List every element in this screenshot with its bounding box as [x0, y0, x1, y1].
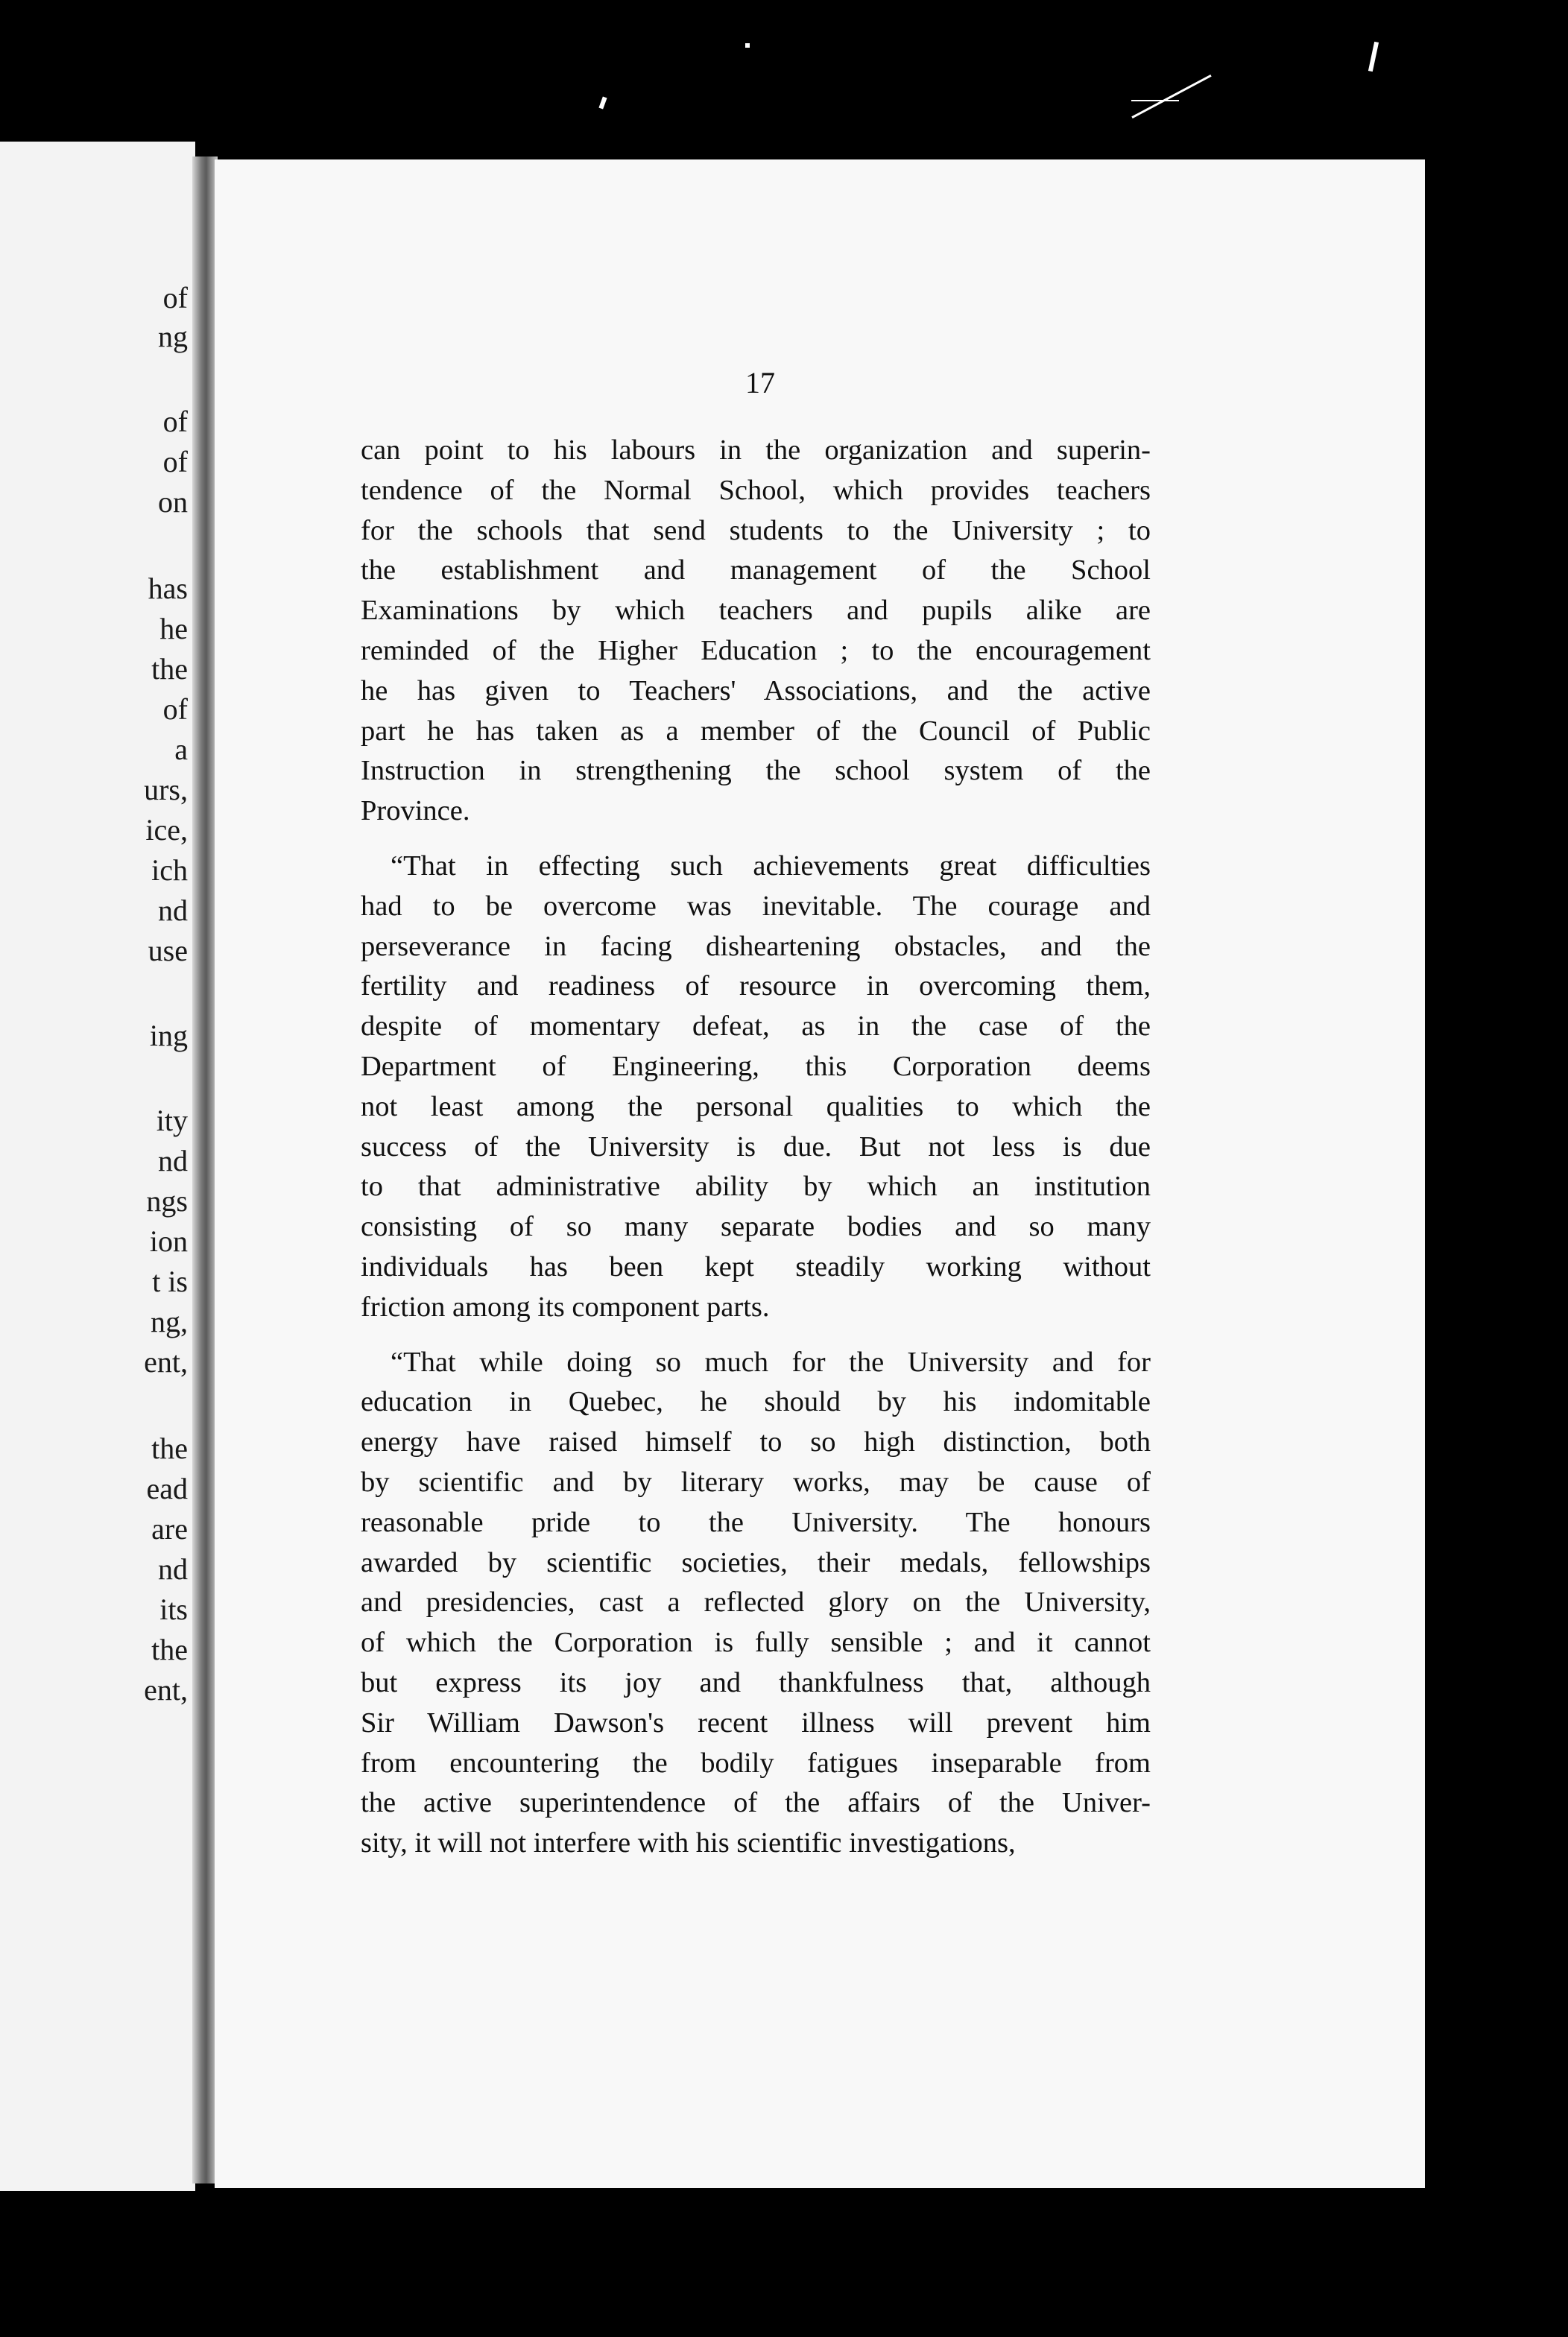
facing-page-text-fragment: he [159, 612, 188, 645]
scan-speck [598, 96, 607, 109]
text-line: the active superintendence of the affairs of the Univer- [361, 1787, 1151, 1819]
text-line: “That in effecting such achievements great difficulties [391, 850, 1151, 882]
scan-scratch [1131, 100, 1179, 101]
facing-page-text-fragment: of [162, 445, 188, 478]
text-line: can point to his labours in the organization and superin- [361, 434, 1151, 466]
page-number: 17 [745, 366, 775, 399]
facing-page-text-fragment: a [174, 733, 188, 766]
text-line: consisting of so many separate bodies and so many [361, 1211, 1151, 1243]
paragraph [361, 431, 1151, 832]
scan-speck [745, 43, 750, 48]
facing-page-text-fragment: has [148, 572, 188, 605]
facing-page-text-fragment: ent, [144, 1345, 188, 1379]
facing-page-text-fragment: the [151, 1633, 188, 1666]
facing-page-text-fragment: nd [158, 894, 188, 927]
text-line: perseverance in facing disheartening obstacles, and the [361, 930, 1151, 962]
text-line: not least among the personal qualities to which the [361, 1090, 1151, 1122]
text-line: fertility and readiness of resource in overcoming them, [361, 970, 1151, 1002]
facing-page-text-fragment: urs, [144, 773, 188, 806]
text-line: awarded by scientific societies, their medals, fellowships [361, 1546, 1151, 1578]
body-text [361, 431, 1151, 1864]
facing-page-text-fragment: of [162, 405, 188, 438]
text-line: he has given to Teachers' Associations, and the active [361, 674, 1151, 706]
text-line: part he has taken as a member of the Council of Public [361, 715, 1151, 747]
facing-page-text-fragment: nd [158, 1552, 188, 1586]
facing-page-text-fragment: of [162, 281, 188, 314]
book-gutter [192, 156, 218, 2183]
facing-page-text-fragment: on [158, 485, 188, 519]
text-line: Examinations by which teachers and pupils alike are [361, 595, 1151, 627]
text-line: energy have raised himself to so high distinction, both [361, 1426, 1151, 1458]
facing-page-text-fragment: ity [156, 1104, 188, 1137]
text-line: the establishment and management of the School [361, 554, 1151, 586]
text-line: by scientific and by literary works, may be cause of [361, 1466, 1151, 1498]
text-line: sity, it will not interfere with his scientific investigations, [361, 1827, 1016, 1859]
text-line: but express its joy and thankfulness that, although [361, 1666, 1151, 1698]
facing-page-text-fragment: its [159, 1593, 188, 1626]
facing-page-text-fragment: ent, [144, 1673, 188, 1707]
text-line: despite of momentary defeat, as in the case of the [361, 1011, 1151, 1043]
facing-page-text-fragment: ngs [146, 1184, 188, 1218]
text-line: reasonable pride to the University. The honours [361, 1506, 1151, 1538]
text-line: for the schools that send students to the University ; to [361, 514, 1151, 546]
facing-page-text-fragment: use [148, 934, 188, 967]
facing-page-text-fragment: the [151, 652, 188, 686]
text-line: Department of Engineering, this Corporation deems [361, 1050, 1151, 1082]
facing-page-text-fragment: ice, [145, 813, 188, 847]
text-line: “That while doing so much for the University and for [391, 1346, 1151, 1378]
text-line: reminded of the Higher Education ; to the encouragement [361, 634, 1151, 666]
facing-page-text-fragment: the [151, 1432, 188, 1465]
facing-page-text-fragment: of [162, 692, 188, 726]
text-line: Province. [361, 795, 470, 827]
facing-page-text-fragment: ion [149, 1224, 188, 1258]
facing-page-text-fragment: ng, [151, 1305, 188, 1338]
text-line: to that administrative ability by which an institution [361, 1171, 1151, 1203]
text-line: Instruction in strengthening the school system of the [361, 755, 1151, 787]
text-line: Sir William Dawson's recent illness will prevent him [361, 1707, 1151, 1739]
scan-speck [1368, 42, 1379, 72]
text-line: from encountering the bodily fatigues inseparable from [361, 1747, 1151, 1779]
text-line: of which the Corporation is fully sensible ; and it cannot [361, 1627, 1151, 1659]
text-line: success of the University is due. But not less is due [361, 1130, 1151, 1163]
facing-page-text-fragment: ead [146, 1472, 188, 1505]
facing-page-text-fragment: ich [151, 853, 188, 887]
text-line: tendence of the Normal School, which provides teachers [361, 474, 1151, 506]
facing-page-text-fragment: nd [158, 1144, 188, 1177]
paragraph [361, 1343, 1151, 1864]
facing-page-left [0, 142, 195, 2191]
facing-page-text-fragment: ng [158, 320, 188, 353]
facing-page-text-fragment: t is [152, 1265, 188, 1298]
text-line: friction among its component parts. [361, 1291, 770, 1323]
text-line: and presidencies, cast a reflected glory on the University, [361, 1587, 1151, 1619]
text-line: individuals has been kept steadily working without [361, 1250, 1151, 1283]
text-line: had to be overcome was inevitable. The courage and [361, 890, 1151, 922]
paragraph [361, 847, 1151, 1328]
text-line: education in Quebec, he should by his indomitable [361, 1386, 1151, 1418]
facing-page-text-fragment: are [151, 1512, 188, 1546]
facing-page-text-fragment: ing [149, 1019, 188, 1052]
scan-scratch [1131, 75, 1211, 118]
